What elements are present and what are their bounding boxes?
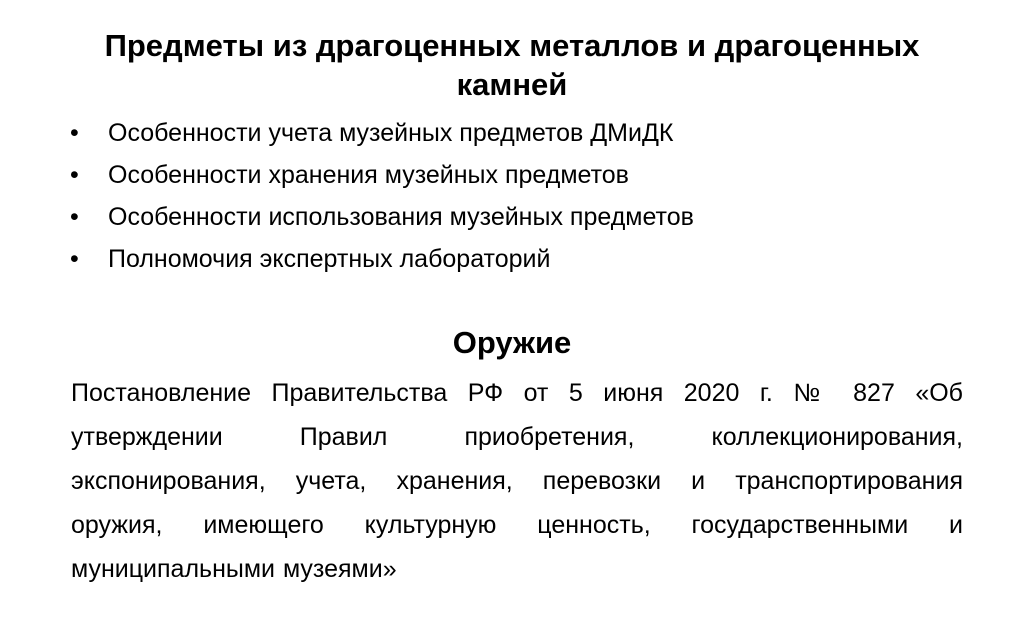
bullet-dot-icon: • xyxy=(70,119,79,147)
decree-line-5: муниципальными музеями» xyxy=(71,555,397,583)
bullet-dot-icon: • xyxy=(70,161,79,189)
bullet-text: Полномочия экспертных лабораторий xyxy=(108,245,551,273)
section-title: Оружие xyxy=(452,325,572,360)
bullet-dot-icon: • xyxy=(70,245,79,273)
bullet-dot-icon: • xyxy=(70,203,79,231)
slide-title-line-2: камней xyxy=(456,67,568,102)
bullet-list xyxy=(70,112,970,280)
decree-line-3: экспонирования, учета, хранения, перевозки и транспортирования xyxy=(71,467,963,495)
bullet-item xyxy=(70,196,970,238)
decree-line-1: Постановление Правительства РФ от 5 июня 2020 г. № 827 «Об xyxy=(71,379,963,407)
decree-line-4: оружия, имеющего культурную ценность, государственными и xyxy=(71,511,963,539)
bullet-item xyxy=(70,112,970,154)
bullet-text: Особенности хранения музейных предметов xyxy=(108,161,629,189)
bullet-item xyxy=(70,154,970,196)
slide-title xyxy=(40,26,984,104)
bullet-text: Особенности учета музейных предметов ДМиДК xyxy=(108,119,674,147)
slide-title-line-1: Предметы из драгоценных металлов и драгоценных xyxy=(104,28,920,63)
bullet-text: Особенности использования музейных предметов xyxy=(108,203,694,231)
decree-paragraph xyxy=(71,371,963,591)
decree-line-2: утверждении Правил приобретения, коллекционирования, xyxy=(71,423,963,451)
bullet-item xyxy=(70,238,970,280)
